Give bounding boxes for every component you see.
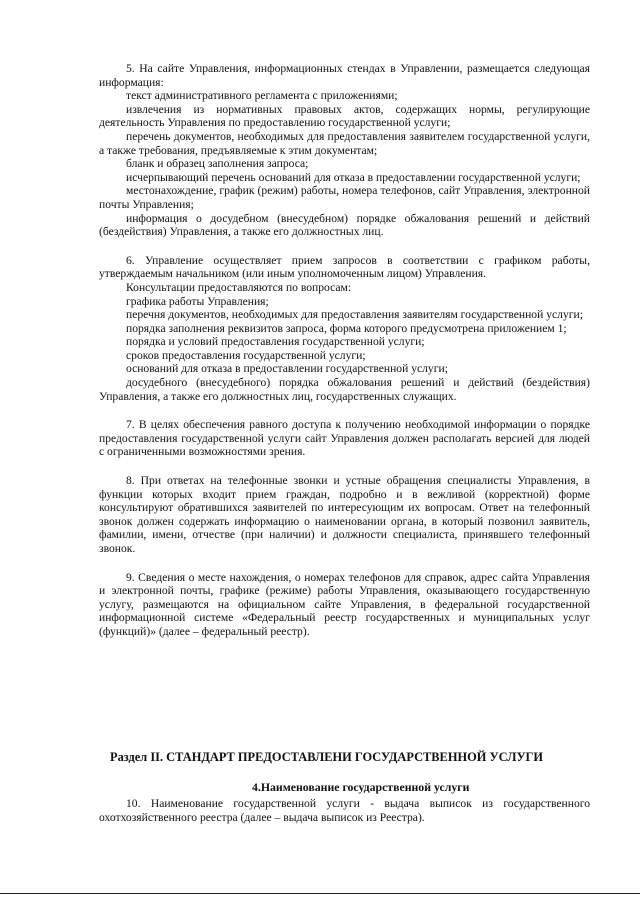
- list-item: графика работы Управления;: [126, 294, 269, 308]
- paragraph-6-intro: 6. Управление осуществляет прием запросов в соответствии с графиком работы, утверждаемым начальником (или иным уполномоченным лицом) Управления.: [99, 253, 590, 281]
- paragraph-6-lead: Консультации предоставляются по вопросам:: [126, 280, 352, 294]
- paragraph-9-text: 9. Сведения о месте нахождения, о номерах телефонов для справок, адрес сайта Управления и электронной почты, графике (режиме) работы Управления, оказывающего государственную услугу, размещаются на официальном сайте Управления, в федеральной государственной информационной системе «Федеральный реестр государственных и муниципальных услуг (функций)» (далее – федеральный реестр).: [99, 570, 590, 638]
- paragraph-7: [99, 418, 590, 459]
- paragraph-5-intro: 5. На сайте Управления, информационных стендах в Управлении, размещается следующая информация:: [99, 62, 590, 89]
- paragraph-10: [99, 797, 590, 824]
- list-item: порядка и условий предоставления государственной услуги;: [126, 335, 425, 349]
- list-item: извлечения из нормативных правовых актов, содержащих нормы, регулирующие деятельность Управления по предоставлению государственной услуги;: [99, 102, 590, 130]
- list-item: оснований для отказа в предоставлении государственной услуги;: [126, 362, 448, 376]
- paragraph-8: [99, 474, 590, 556]
- list-item: перечень документов, необходимых для предоставления заявителем государственной услуги, а также требования, предъявляемые к этим документам;: [99, 129, 590, 157]
- list-item: текст административного регламента с приложениями;: [126, 89, 398, 103]
- section-heading: Раздел II. СТАНДАРТ ПРЕДОСТАВЛЕНИ ГОСУДАРСТВЕННОЙ УСЛУГИ: [110, 750, 544, 764]
- list-item: местонахождение, график (режим) работы, номера телефонов, сайт Управления, электронной почты Управления;: [99, 184, 590, 211]
- document-body: [99, 62, 590, 654]
- list-item: порядка заполнения реквизитов запроса, форма которого предусмотрена приложением 1;: [126, 321, 567, 335]
- page-bottom-rule: [0, 893, 640, 894]
- list-item: досудебного (внесудебного) порядка обжалования решений и действий (бездействия) Управления, а также его должностных лиц, государственных служащих.: [99, 376, 590, 403]
- list-item: исчерпывающий перечень оснований для отказа в предоставлении государственной услуги;: [126, 170, 581, 184]
- list-item: перечня документов, необходимых для предоставления заявителям государственной услуги;: [126, 308, 583, 322]
- paragraph-8-text: 8. При ответах на телефонные звонки и устные обращения специалисты Управления, в функции которых входит прием граждан, подробно и в вежливой (корректной) форме консультируют обратившихся заявителей по интересующим их вопросам. Ответ на телефонный звонок должен содержать информацию о наименовании органа, в который позвонил заявитель, фамилии, имени, отчестве (при наличии) и должности специалиста, принявшего телефонный звонок.: [99, 474, 590, 555]
- paragraph-10-text: 10. Наименование государственной услуги - выдача выписок из государственного охотхозяйственного реестра (далее – выдача выписок из Реестра).: [99, 797, 590, 824]
- paragraph-7-text: 7. В целях обеспечения равного доступа к получению необходимой информации о порядке предоставления государственной услуги сайт Управления должен располагать версией для людей с ограниченными возможностями зрения.: [99, 418, 590, 459]
- paragraph-9: [99, 571, 590, 639]
- list-item: бланк и образец заполнения запроса;: [126, 157, 309, 171]
- paragraph-6: [99, 254, 590, 404]
- subsection-heading: 4.Наименование государственной услуги: [252, 780, 470, 794]
- paragraph-5: [99, 62, 590, 239]
- list-item: сроков предоставления государственной услуги;: [126, 348, 366, 362]
- list-item: информация о досудебном (внесудебном) порядке обжалования решений и действий (бездействия) Управления, а также его должностных лиц.: [99, 211, 590, 239]
